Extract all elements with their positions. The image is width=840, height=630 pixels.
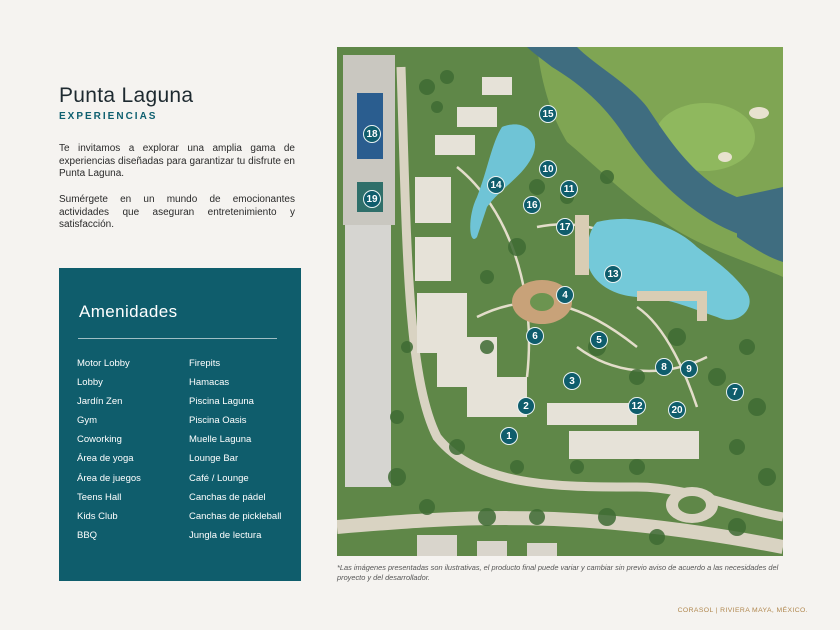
map-pin-9[interactable]: 9: [680, 360, 698, 378]
amenity-item: Hamacas: [189, 377, 230, 389]
map-pin-7[interactable]: 7: [726, 383, 744, 401]
amenity-item: Área de juegos: [77, 472, 141, 484]
amenity-item: Jungla de lectura: [189, 529, 262, 541]
map-pin-14[interactable]: 14: [487, 176, 505, 194]
amenities-list-2: [189, 358, 281, 549]
map-pin-8[interactable]: 8: [655, 358, 673, 376]
amenity-item: Lounge Bar: [189, 453, 239, 465]
map-pin-6[interactable]: 6: [526, 327, 544, 345]
site-map: [337, 47, 783, 556]
amenity-item: Motor Lobby: [77, 358, 130, 369]
map-pin-16[interactable]: 16: [523, 196, 541, 214]
amenity-item: Área de yoga: [77, 453, 134, 465]
intro-paragraph-2: Sumérgete en un mundo de emocionantes actividades que aseguran entretenimiento y satisfacción.: [59, 194, 295, 231]
amenity-item: Canchas de pickleball: [189, 510, 282, 522]
amenity-item: Piscina Laguna: [189, 396, 254, 408]
amenity-item: Lobby: [77, 377, 103, 389]
amenity-item: Canchas de pádel: [189, 491, 266, 503]
amenity-item: Piscina Oasis: [189, 415, 247, 427]
amenity-item: BBQ: [77, 529, 98, 541]
intro-paragraph-1: Te invitamos a explorar una amplia gama de experiencias diseñadas para garantizar tu disfrute en Punta Laguna.: [59, 143, 295, 180]
amenity-item: Teens Hall: [77, 491, 122, 503]
map-pin-18[interactable]: 18: [363, 125, 381, 143]
amenity-item: Gym: [77, 415, 98, 427]
amenities-panel: [59, 268, 301, 581]
disclaimer-text: *Las imágenes presentadas son ilustrativas, el producto final puede variar y cambiar sin previo aviso de acuerdo a las necesidades del proyecto y del desarrollador.: [337, 563, 779, 582]
amenity-item: Jardín Zen: [77, 396, 123, 408]
amenity-item: Kids Club: [77, 510, 118, 522]
amenities-list-1: [77, 358, 141, 549]
map-pin-4[interactable]: 4: [556, 286, 574, 304]
map-pin-19[interactable]: 19: [363, 190, 381, 208]
map-pin-20[interactable]: 20: [668, 401, 686, 419]
amenities-heading: Amenidades: [79, 302, 178, 321]
map-pin-10[interactable]: 10: [539, 160, 557, 178]
map-pin-3[interactable]: 3: [563, 372, 581, 390]
map-pin-1[interactable]: 1: [500, 427, 518, 445]
amenities-divider: [78, 338, 277, 339]
page-subtitle: EXPERIENCIAS: [59, 111, 158, 122]
map-pin-2[interactable]: 2: [517, 397, 535, 415]
footer-brand: CORASOL | RIVIERA MAYA, MÉXICO.: [677, 607, 808, 614]
amenity-item: Coworking: [77, 434, 122, 446]
map-pin-17[interactable]: 17: [556, 218, 574, 236]
amenity-item: Café / Lounge: [189, 472, 249, 484]
map-pin-5[interactable]: 5: [590, 331, 608, 349]
page-title: Punta Laguna: [59, 84, 194, 107]
amenity-item: Firepits: [189, 358, 221, 369]
map-pin-13[interactable]: 13: [604, 265, 622, 283]
amenity-item: Muelle Laguna: [189, 434, 252, 446]
map-pin-11[interactable]: 11: [560, 180, 578, 198]
map-pin-12[interactable]: 12: [628, 397, 646, 415]
map-pin-15[interactable]: 15: [539, 105, 557, 123]
